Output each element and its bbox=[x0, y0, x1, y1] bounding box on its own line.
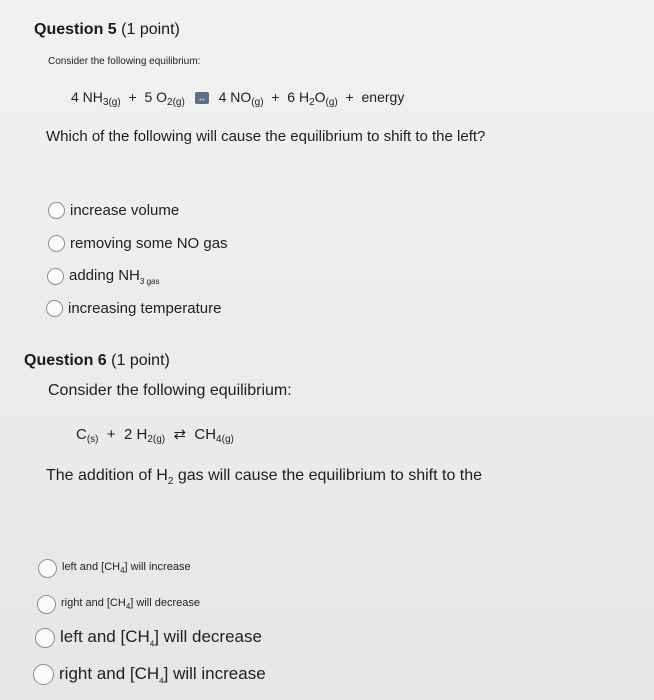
question-5-points: (1 point) bbox=[121, 21, 180, 38]
q5-option-2[interactable] bbox=[48, 235, 228, 252]
question-6-prompt: The addition of $H_2$ gas will cause the equilibrium to shift to the bbox=[46, 467, 483, 488]
q5-option-2-label: removing some NO gas bbox=[70, 235, 228, 252]
question-6-heading bbox=[24, 352, 170, 370]
question-5-prompt: Which of the following will cause the equilibrium to shift to the left? bbox=[46, 128, 486, 145]
q5-option-3-label: adding $NH_{3 gas}$ bbox=[69, 267, 160, 286]
eq5-energy: energy bbox=[361, 89, 405, 105]
eq5-product-2: 6 $H_2O_{(g)}$ bbox=[287, 89, 338, 108]
eq6-plus: + bbox=[106, 426, 116, 443]
q6-option-3-label: left and $[CH_4]$ will decrease bbox=[60, 627, 262, 649]
q6-option-3-radio[interactable] bbox=[35, 628, 55, 648]
eq6-reactant-1: $C_{(s)}$ bbox=[76, 426, 99, 445]
eq5-product-1: 4 $NO_{(g)}$ bbox=[218, 89, 264, 108]
eq5-reactant-2: 5 $O_{2(g)}$ bbox=[144, 89, 185, 108]
eq5-reactant-1: 4 $NH_{3(g)}$ bbox=[71, 89, 121, 108]
question-5-equation bbox=[71, 89, 404, 108]
q6-option-1-radio[interactable] bbox=[38, 559, 57, 578]
q6-option-3[interactable] bbox=[35, 627, 262, 648]
q6-option-1[interactable] bbox=[38, 559, 191, 578]
q5-option-4[interactable] bbox=[46, 300, 221, 317]
eq5-plus-2: + bbox=[271, 89, 280, 105]
question-6-intro: Consider the following equilibrium: bbox=[48, 382, 292, 399]
question-6-equation bbox=[76, 425, 234, 445]
eq6-product: $CH_{4(g)}$ bbox=[194, 426, 234, 445]
q6-option-2[interactable] bbox=[37, 595, 200, 614]
eq5-plus-3: + bbox=[345, 89, 354, 105]
eq5-plus-1: + bbox=[128, 89, 137, 105]
q5-option-2-radio[interactable] bbox=[48, 235, 65, 252]
question-5-title: Question 5 bbox=[34, 21, 117, 38]
q5-option-1-radio[interactable] bbox=[48, 202, 65, 219]
q6-option-4[interactable] bbox=[33, 664, 266, 685]
q6-option-1-label: left and $[CH_4]$ will increase bbox=[62, 561, 191, 576]
equilibrium-harpoon-icon: ⇄ bbox=[173, 426, 187, 443]
question-5-heading bbox=[34, 21, 180, 39]
q5-option-1[interactable] bbox=[48, 202, 179, 219]
q5-option-3-radio[interactable] bbox=[47, 268, 64, 285]
question-5-intro: Consider the following equilibrium: bbox=[48, 56, 201, 67]
q5-option-4-label: increasing temperature bbox=[68, 300, 222, 317]
question-6-points: (1 point) bbox=[111, 352, 170, 369]
q6-option-2-label: right and $[CH_4]$ will decrease bbox=[61, 597, 200, 612]
question-6-title: Question 6 bbox=[24, 352, 107, 369]
q5-option-1-label: increase volume bbox=[70, 202, 180, 219]
q6-option-2-radio[interactable] bbox=[37, 595, 56, 614]
eq6-reactant-2: 2 $H_{2(g)}$ bbox=[123, 426, 166, 445]
q5-option-4-radio[interactable] bbox=[46, 300, 63, 317]
q6-option-4-radio[interactable] bbox=[33, 664, 54, 685]
equilibrium-arrow-icon: ↔ bbox=[195, 92, 209, 104]
q5-option-3[interactable] bbox=[47, 267, 159, 286]
q6-option-4-label: right and $[CH_4]$ will increase bbox=[59, 664, 266, 686]
